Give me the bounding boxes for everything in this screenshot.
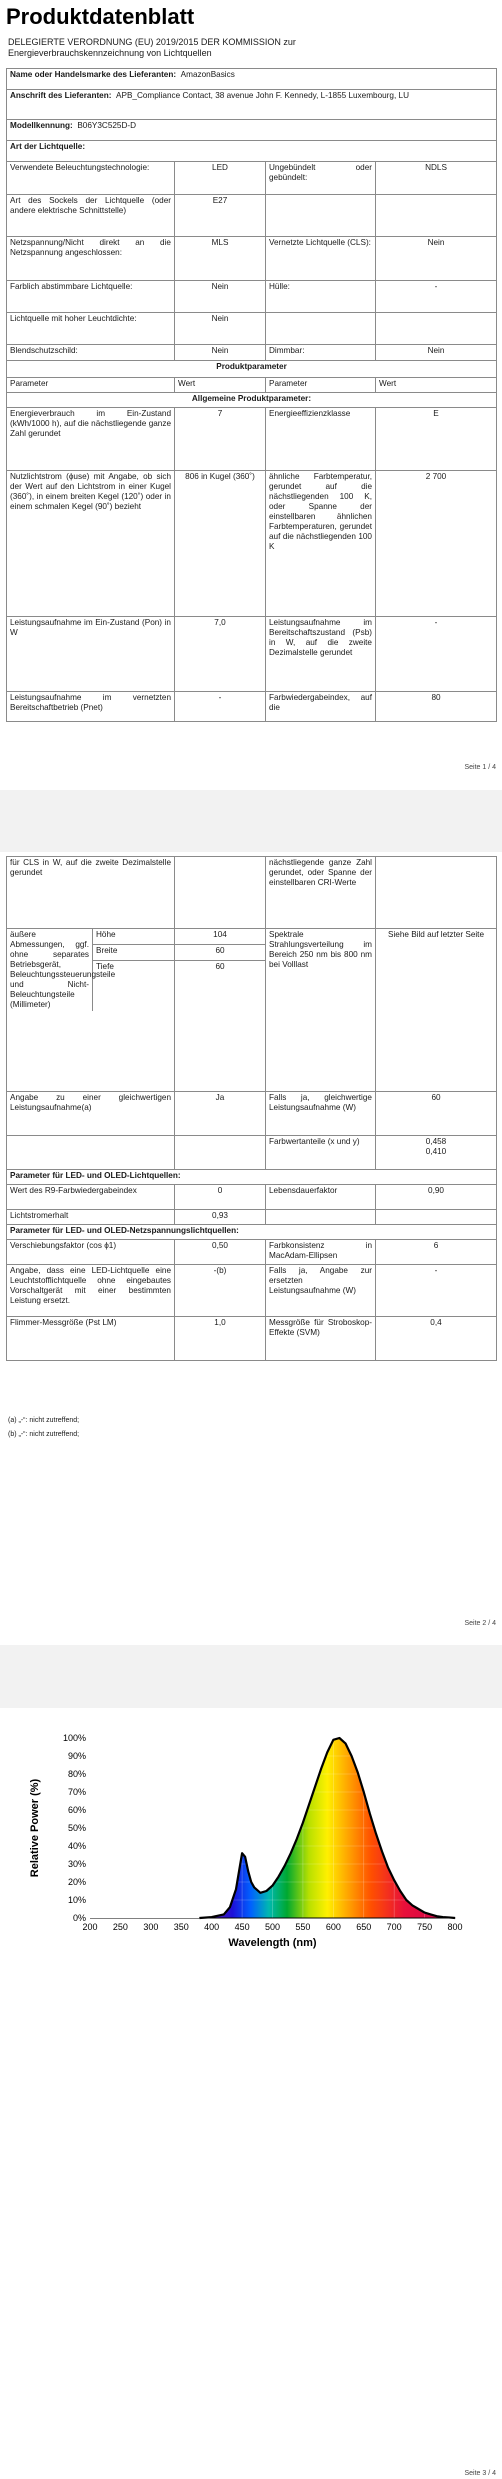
cell-value: - xyxy=(175,692,266,722)
cell-value: 1,0 xyxy=(175,1317,266,1361)
table-row xyxy=(7,313,497,345)
params-table-2 xyxy=(6,856,497,1361)
data-point xyxy=(254,1887,255,1888)
data-point xyxy=(260,1892,261,1893)
y-axis-label: Relative Power (%) xyxy=(29,1778,41,1878)
cell-value: 60 xyxy=(376,1092,497,1136)
data-point xyxy=(248,1871,249,1872)
page-1 xyxy=(0,0,502,790)
cell-value: - xyxy=(376,281,497,313)
model-row xyxy=(7,120,497,141)
cell-value: 0,50 xyxy=(175,1240,266,1265)
cell-value: Nein xyxy=(376,237,497,281)
x-axis-label: Wavelength (nm) xyxy=(228,1937,317,1949)
product-params-heading: Produktparameter xyxy=(7,361,497,378)
page-number: Seite 2 / 4 xyxy=(464,1620,496,1627)
cell-value: 0,93 xyxy=(175,1210,266,1225)
cell-value xyxy=(376,195,497,237)
data-point xyxy=(339,1738,340,1739)
column-header: Parameter xyxy=(266,378,376,393)
cell-label: Lichtquelle mit hoher Leuchtdichte: xyxy=(7,313,175,345)
cell-value xyxy=(376,1210,497,1225)
data-point xyxy=(351,1756,352,1757)
table-row xyxy=(7,408,497,471)
dim-width-value: 60 xyxy=(175,945,265,961)
mains-params-heading: Parameter für LED- und OLED-Netzspannungslichtquellen: xyxy=(7,1225,497,1240)
data-point xyxy=(223,1914,224,1915)
table-row xyxy=(7,281,497,313)
column-header: Wert xyxy=(175,378,266,393)
address-label: Anschrift des Lieferanten: xyxy=(10,91,112,100)
table-row xyxy=(7,1240,497,1265)
data-point xyxy=(278,1876,279,1877)
x-tick-label: 650 xyxy=(356,1922,372,1932)
supplier-table xyxy=(6,68,497,722)
x-tick-label: 250 xyxy=(112,1922,128,1932)
y-tick-label: 20% xyxy=(67,1877,86,1887)
cell-value: 2 700 xyxy=(376,471,497,617)
x-tick-label: 800 xyxy=(447,1922,463,1932)
data-point xyxy=(327,1752,328,1753)
data-point xyxy=(251,1882,252,1883)
cell-label: Verschiebungsfaktor (cos ϕ1) xyxy=(7,1240,175,1265)
y-tick-label: 90% xyxy=(67,1751,86,1761)
y-tick-label: 50% xyxy=(67,1823,86,1833)
cell-label xyxy=(7,1136,175,1170)
dimension-values xyxy=(175,929,266,1092)
page-title: Produktdatenblatt xyxy=(6,4,195,29)
data-point xyxy=(272,1885,273,1886)
footnote-a: (a) „-“: nicht zutreffend; xyxy=(8,1417,80,1424)
cell-label: Hülle: xyxy=(266,281,376,313)
data-point xyxy=(345,1743,346,1744)
column-header-row xyxy=(7,378,497,393)
cell-value xyxy=(175,1136,266,1170)
spectral-chart xyxy=(20,1728,480,1978)
cell-label: Farblich abstimmbare Lichtquelle: xyxy=(7,281,175,313)
cell-value: E xyxy=(376,408,497,471)
x-tick-label: 600 xyxy=(325,1922,341,1932)
data-point xyxy=(239,1871,240,1872)
y-tick-label: 40% xyxy=(67,1841,86,1851)
x-tick-label: 200 xyxy=(82,1922,98,1932)
supplier-row xyxy=(7,69,497,90)
model-value: B06Y3C525D-D xyxy=(77,121,137,130)
page-3 xyxy=(0,1708,502,2479)
column-header: Parameter xyxy=(7,378,175,393)
cell-label: Ungebündelt oder gebündelt: xyxy=(266,162,376,195)
cell-label: Dimmbar: xyxy=(266,345,376,361)
data-point xyxy=(406,1900,407,1901)
y-tick-label: 0% xyxy=(72,1913,86,1923)
cell-label: Lichtstromerhalt xyxy=(7,1210,175,1225)
dim-depth-label: Tiefe xyxy=(96,962,114,971)
x-tick-label: 450 xyxy=(234,1922,250,1932)
cell-label xyxy=(266,313,376,345)
table-row xyxy=(7,1265,497,1317)
data-point xyxy=(242,1853,243,1854)
x-tick-label: 750 xyxy=(417,1922,433,1932)
cell-value xyxy=(376,313,497,345)
table-row xyxy=(7,617,497,692)
cell-value: - xyxy=(376,617,497,692)
column-header: Wert xyxy=(376,378,497,393)
data-point xyxy=(363,1792,364,1793)
cell-label: Leistungsaufnahme im Ein-Zustand (Pon) in W xyxy=(7,617,175,692)
data-point xyxy=(315,1786,316,1787)
cell-value: E27 xyxy=(175,195,266,237)
led-params-heading: Parameter für LED- und OLED-Lichtquellen: xyxy=(7,1170,497,1185)
table-row xyxy=(7,162,497,195)
data-point xyxy=(430,1914,431,1915)
footnote-b: (b) „-“: nicht zutreffend; xyxy=(8,1431,80,1438)
cell-value: NDLS xyxy=(376,162,497,195)
dimensions-row xyxy=(7,929,497,1092)
y-tick-label: 10% xyxy=(67,1895,86,1905)
cell-label: Blendschutzschild: xyxy=(7,345,175,361)
data-point xyxy=(309,1804,310,1805)
data-point xyxy=(211,1917,212,1918)
data-point xyxy=(357,1772,358,1773)
x-tick-label: 500 xyxy=(264,1922,281,1932)
table-row xyxy=(7,1185,497,1210)
y-tick-label: 30% xyxy=(67,1859,86,1869)
data-point xyxy=(302,1822,303,1823)
cell-label: Leistungsaufnahme im vernetzten Bereitschaftbetrieb (Pnet) xyxy=(7,692,175,722)
x-tick-label: 350 xyxy=(173,1922,189,1932)
data-point xyxy=(284,1865,285,1866)
cell-label xyxy=(7,1092,175,1136)
dim-height-label: Höhe xyxy=(93,929,174,945)
data-point xyxy=(199,1918,200,1919)
y-tick-label: 80% xyxy=(67,1769,86,1779)
cell-label: Falls ja, Angabe zur ersetzten Leistungsaufnahme (W) xyxy=(266,1265,376,1317)
data-point xyxy=(442,1917,443,1918)
data-point xyxy=(236,1889,237,1890)
y-tick-label: 60% xyxy=(67,1805,86,1815)
data-point xyxy=(388,1867,389,1868)
data-point xyxy=(382,1851,383,1852)
cell-label: Falls ja, gleichwertige Leistungsaufnahme (W) xyxy=(266,1092,376,1136)
cell-label: Verwendete Beleuchtungstechnologie: xyxy=(7,162,175,195)
cell-label: Farbwiedergabeindex, auf die xyxy=(266,692,376,722)
cell-label: Spektrale Strahlungsverteilung im Bereich 250 nm bis 800 nm bei Volllast xyxy=(266,929,376,1092)
general-params-heading: Allgemeine Produktparameter: xyxy=(7,393,497,408)
supplier-label: Name oder Handelsmarke des Lieferanten: xyxy=(10,70,177,79)
model-label: Modellkennung: xyxy=(10,121,73,130)
cell-value: 806 in Kugel (360˚) xyxy=(175,471,266,617)
cell-label: Farbkonsistenz in MacAdam-Ellipsen xyxy=(266,1240,376,1265)
data-point xyxy=(418,1909,419,1910)
data-point xyxy=(333,1739,334,1740)
equivalent-power-label: Angabe zu einer gleichwertigen Leistungsaufnahme(a) xyxy=(10,1093,171,1112)
cell-label: Art des Sockels der Lichtquelle (oder andere elektrische Schnittstelle) xyxy=(7,195,175,237)
cell-value: -(b) xyxy=(175,1265,266,1317)
cell-value: Ja xyxy=(175,1092,266,1136)
table-row xyxy=(7,1210,497,1225)
table-row xyxy=(7,1136,497,1170)
y-tick-label: 70% xyxy=(67,1787,86,1797)
table-row xyxy=(7,857,497,929)
table-row xyxy=(7,1317,497,1361)
data-point xyxy=(394,1880,395,1881)
page-2 xyxy=(0,852,502,1645)
table-row xyxy=(7,692,497,722)
data-point xyxy=(400,1891,401,1892)
cell-value: MLS xyxy=(175,237,266,281)
light-source-type-heading: Art der Lichtquelle: xyxy=(7,141,497,162)
cell-label: Vernetzte Lichtquelle (CLS): xyxy=(266,237,376,281)
data-point xyxy=(229,1907,230,1908)
table-row xyxy=(7,195,497,237)
cell-label: Messgröße für Stroboskop-Effekte (SVM) xyxy=(266,1317,376,1361)
cell-value: 0 xyxy=(175,1185,266,1210)
cell-label: Flimmer-Messgröße (Pst LM) xyxy=(7,1317,175,1361)
data-point xyxy=(321,1768,322,1769)
cell-value: Nein xyxy=(175,281,266,313)
x-tick-label: 300 xyxy=(143,1922,159,1932)
cell-value: LED xyxy=(175,162,266,195)
data-point xyxy=(296,1838,297,1839)
cell-label: Leistungsaufnahme im Bereitschaftszustand (Psb) in W, auf die zweite Dezimalstelle gerundet xyxy=(266,617,376,692)
address-row xyxy=(7,90,497,120)
cell-value: Nein xyxy=(175,345,266,361)
data-point xyxy=(369,1813,370,1814)
dimensions-label: äußere Abmessungen, ggf. ohne separates Betriebsgerät, Beleuchtungssteuerungsteile und Nicht-Beleuchtungsteile (Millimeter) xyxy=(7,929,93,1011)
cell-value: 0,4 xyxy=(376,1317,497,1361)
cell-value: Siehe Bild auf letzter Seite xyxy=(376,929,497,1092)
data-point xyxy=(266,1891,267,1892)
table-row xyxy=(7,1092,497,1136)
regulation-text: DELEGIERTE VERORDNUNG (EU) 2019/2015 DER KOMMISSION zur Energieverbrauchskennzeichnung von Lichtquellen xyxy=(8,37,296,58)
cell-value: 80 xyxy=(376,692,497,722)
data-point xyxy=(290,1853,291,1854)
data-point xyxy=(455,1918,456,1919)
cell-label: Lebensdauerfaktor xyxy=(266,1185,376,1210)
cell-value: 7,0 xyxy=(175,617,266,692)
cell-value: 7 xyxy=(175,408,266,471)
data-point xyxy=(412,1905,413,1906)
page-number: Seite 3 / 4 xyxy=(464,2470,496,2477)
dim-height-value: 104 xyxy=(175,929,265,945)
data-point xyxy=(448,1917,449,1918)
cell-label: Angabe, dass eine LED-Lichtquelle eine Leuchtstofflichtquelle ohne eingebautes Vorschaltgerät mit einer bestimmten Leistung ersetzt. xyxy=(7,1265,175,1317)
cell-label: Energieeffizienzklasse xyxy=(266,408,376,471)
cell-value: 0,458 0,410 xyxy=(376,1136,497,1170)
cell-label: ähnliche Farbtemperatur, gerundet auf die nächstliegenden 100 K, oder Spanne der einstellbaren ähnlichen Farbtemperaturen, gerundet auf die nächstliegenden 100 K xyxy=(266,471,376,617)
cell-value: 0,90 xyxy=(376,1185,497,1210)
cell-label: Farbwertanteile (x und y) xyxy=(266,1136,376,1170)
table-row xyxy=(7,345,497,361)
cell-label xyxy=(266,1210,376,1225)
cell-label: Nutzlichtstrom (ϕuse) mit Angabe, ob sich der Wert auf den Lichtstrom in einer Kugel (360˚), in einem breiten Kegel (120˚) oder in einem schmalen Kegel (90˚) bezieht xyxy=(7,471,175,617)
dim-depth-value: 60 xyxy=(215,962,225,971)
cell-value: Nein xyxy=(376,345,497,361)
table-row xyxy=(7,237,497,281)
address-value: APB_Compliance Contact, 38 avenue John F. Kennedy, L-1855 Luxembourg, LU xyxy=(116,91,409,100)
dim-width-label: Breite xyxy=(93,945,174,961)
data-point xyxy=(375,1833,376,1834)
cell-label: Wert des R9-Farbwiedergabeindex xyxy=(7,1185,175,1210)
y-tick-label: 100% xyxy=(62,1733,86,1743)
data-point xyxy=(245,1856,246,1857)
cell-label: Energieverbrauch im Ein-Zustand (kWh/1000 h), auf die nächstliegende ganze Zahl gerundet xyxy=(7,408,175,471)
cell-label xyxy=(266,195,376,237)
table-row xyxy=(7,471,497,617)
cell-label: Netzspannung/Nicht direkt an die Netzspannung angeschlossen: xyxy=(7,237,175,281)
x-tick-label: 550 xyxy=(295,1922,311,1932)
x-tick-label: 400 xyxy=(204,1922,220,1932)
cell-value: Nein xyxy=(175,313,266,345)
cell-value: 6 xyxy=(376,1240,497,1265)
cell-value: - xyxy=(376,1265,497,1317)
supplier-value: AmazonBasics xyxy=(180,70,235,79)
cell-label: nächstliegende ganze Zahl gerundet, oder Spanne der einstellbaren CRI-Werte xyxy=(266,857,376,929)
x-tick-label: 700 xyxy=(386,1922,402,1932)
dimensions-cell xyxy=(7,929,175,1092)
cell-label: für CLS in W, auf die zweite Dezimalstelle gerundet xyxy=(7,857,175,929)
data-point xyxy=(436,1916,437,1917)
data-point xyxy=(424,1912,425,1913)
page-number: Seite 1 / 4 xyxy=(464,764,496,771)
